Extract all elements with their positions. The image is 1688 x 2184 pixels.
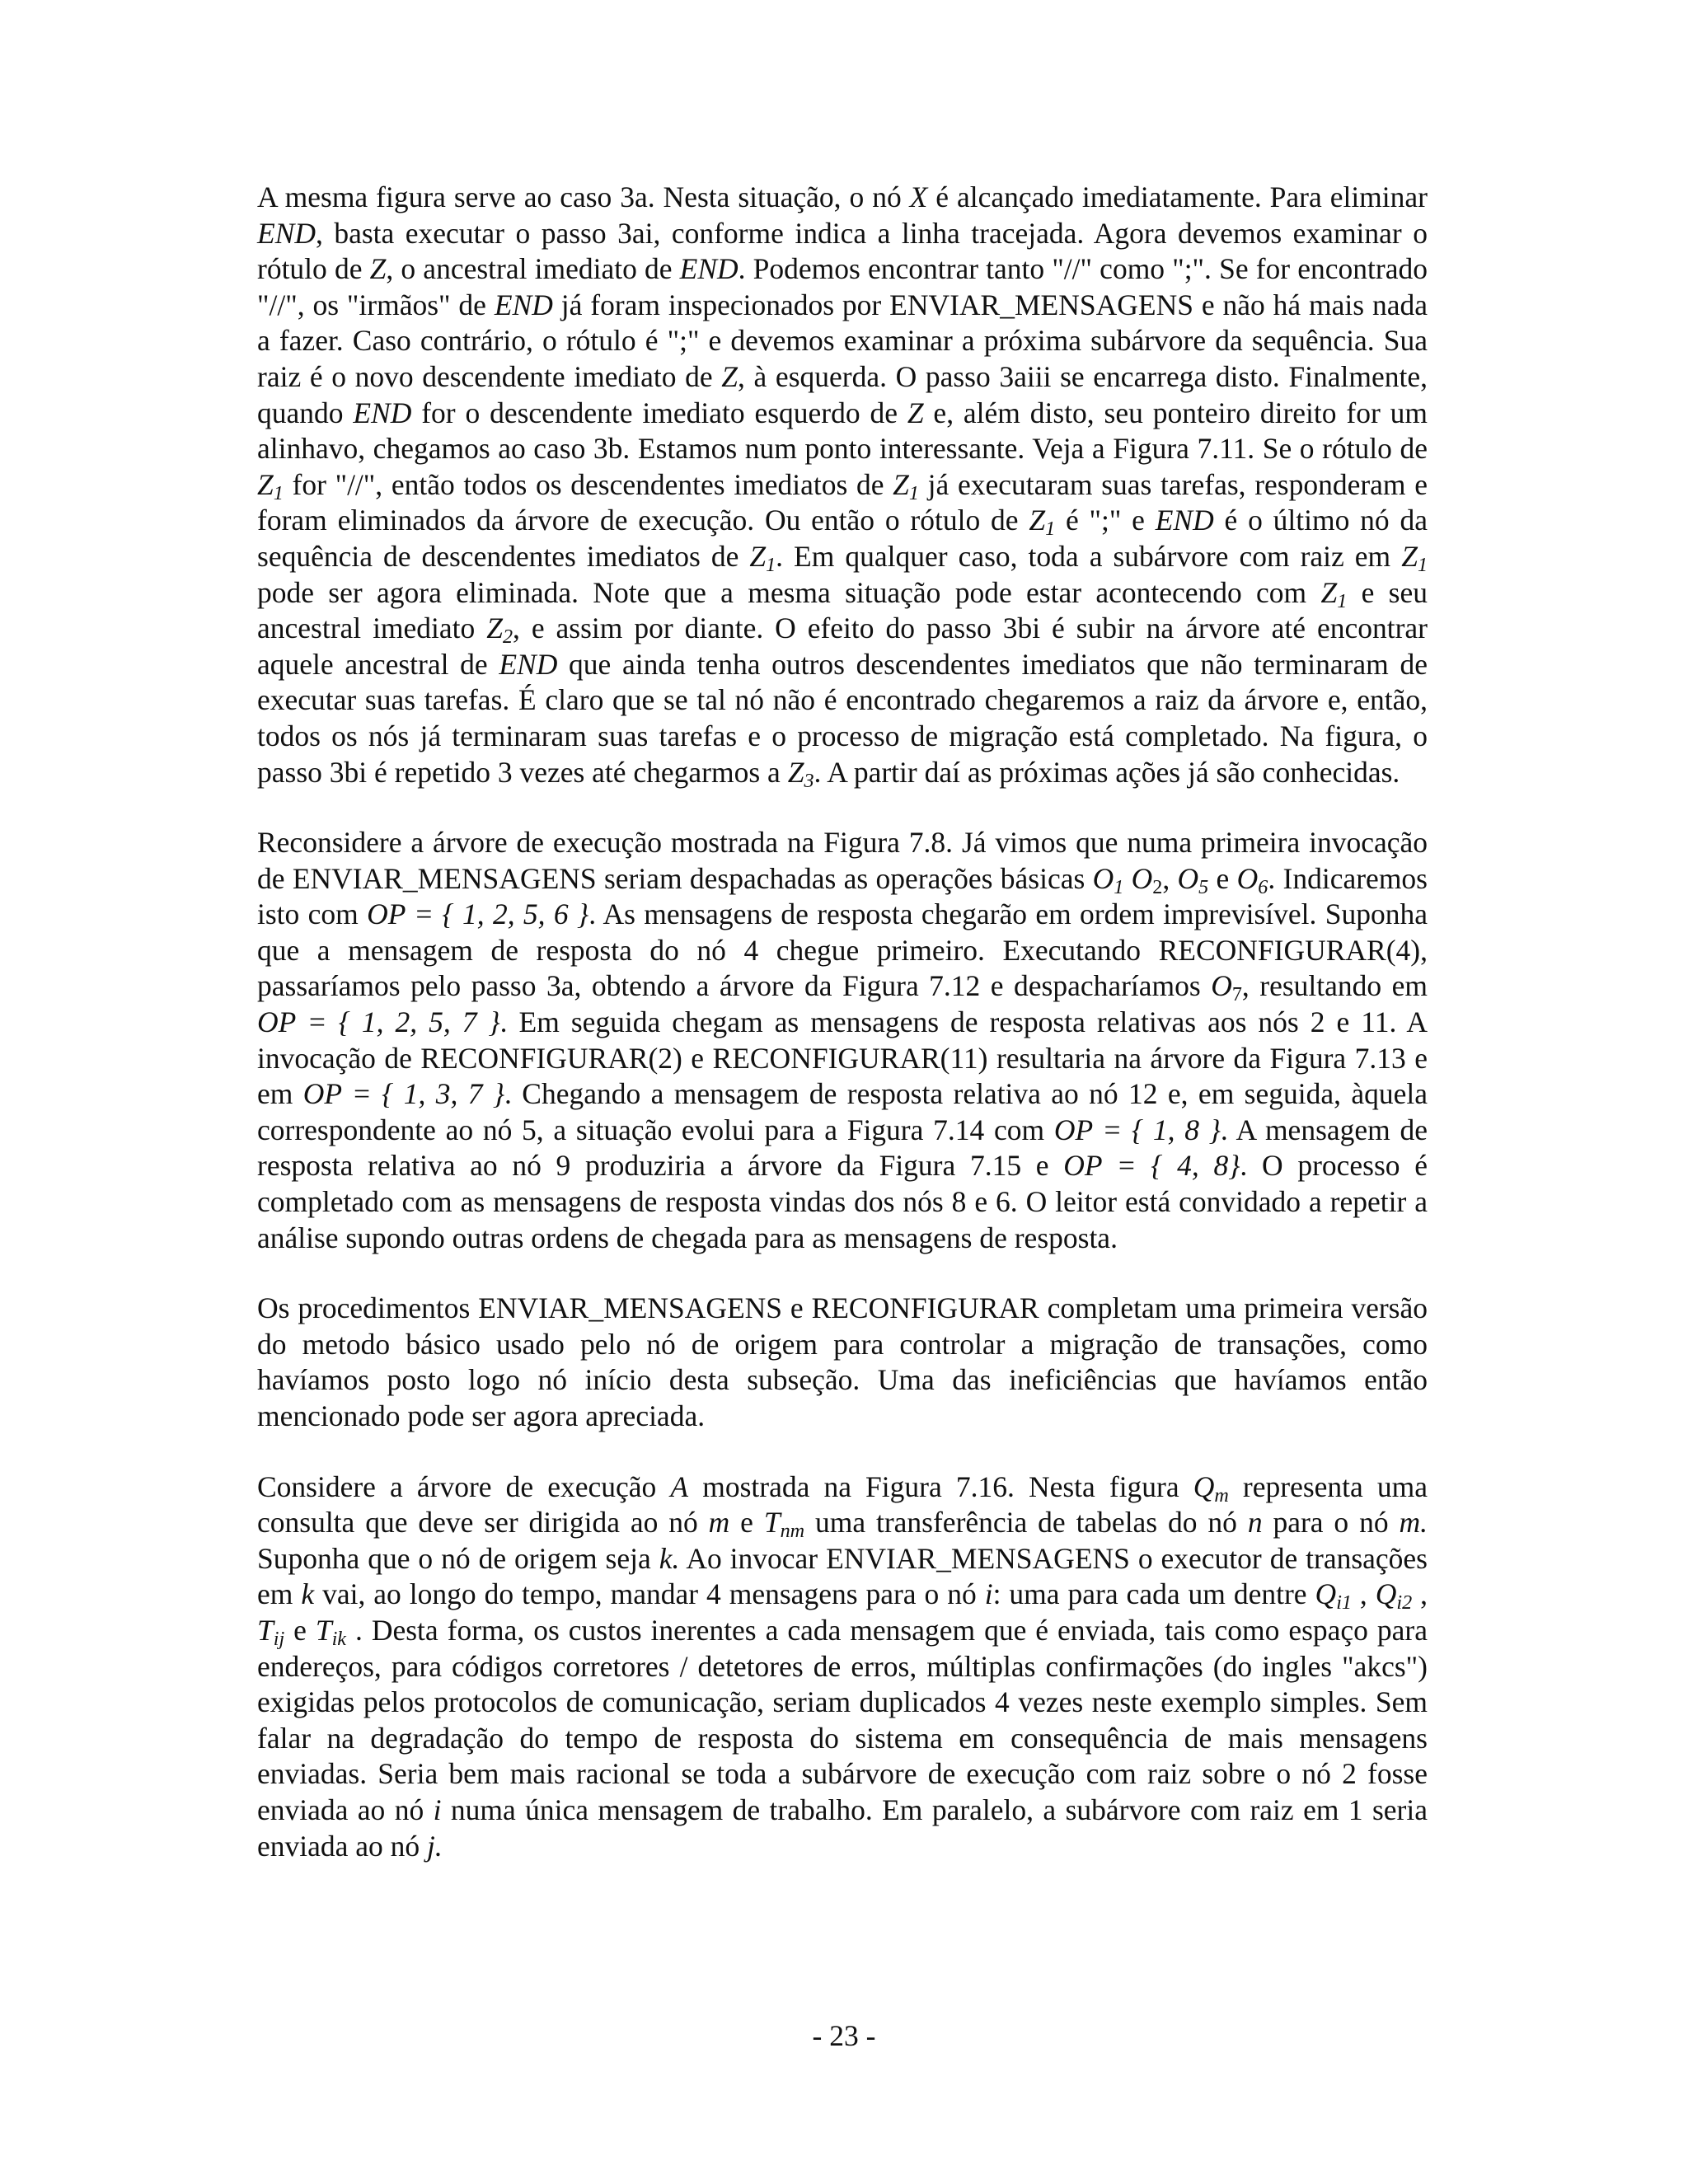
text-run: e, além disto, seu ponteiro direito for um alinhavo, chegamos ao caso 3b. Estamos num ponto interessante. Veja a Figura 7.11. Se o rótulo de	[257, 396, 1428, 466]
subscript: m	[1214, 1483, 1229, 1507]
subscript: ij	[273, 1628, 285, 1650]
text-run: representa uma consulta que deve ser dirigida ao nó	[257, 1469, 1428, 1540]
italic-text: T	[257, 1613, 274, 1647]
text-run: A mesma figura serve ao caso 3a. Nesta situação, o nó	[257, 180, 910, 213]
text-run: . Podemos encontrar tanto "//" como ";". Se for encontrado "//", os "irmãos" de	[257, 252, 1428, 321]
italic-text: Q	[1375, 1577, 1397, 1611]
text-run: já foram inspecionados por ENVIAR_MENSAGENS e não há mais nada a fazer. Caso contrário, o rótulo é ";" e devemos examinar a próxima subárvore da sequência. Sua raiz é o novo descendente imediato de	[257, 288, 1428, 393]
italic-text: Z	[257, 467, 274, 501]
text-run: : uma para cada um dentre	[992, 1577, 1315, 1611]
italic-text: O	[1131, 861, 1153, 895]
italic-text: Z	[721, 359, 738, 393]
italic-text: m.	[1399, 1506, 1428, 1540]
italic-text: Z	[486, 612, 503, 645]
text-run: for "//", então todos os descendentes imediatos de	[283, 467, 893, 501]
subscript: 2	[1152, 875, 1163, 898]
text-run: , resultando em	[1241, 969, 1428, 1003]
text-run: , o ancestral imediato de	[386, 252, 680, 286]
text-run: . Em seguida chegam as mensagens de resposta relativas aos nós 2 e 11. A invocação de RECONFIGURAR(2) e RECONFIGURAR(11) resultaria na árvore da Figura 7.13 e em	[257, 1005, 1428, 1111]
italic-text: i	[984, 1577, 993, 1611]
text-run: . Indicaremos isto com	[257, 861, 1428, 931]
italic-text: Z	[749, 539, 767, 573]
text-run: para o nó	[1262, 1506, 1400, 1540]
text-run: , e assim por diante. O efeito do passo 3bi é subir na árvore até encontrar aquele ancestral de	[257, 612, 1428, 681]
subscript: 7	[1231, 983, 1242, 1006]
text-run: Reconsidere a árvore de execução mostrada na Figura 7.8. Já vimos que numa primeira invocação de ENVIAR_MENSAGENS seriam despachadas as operações básicas	[257, 826, 1428, 895]
italic-text: END	[257, 216, 316, 250]
italic-text: k.	[659, 1541, 680, 1575]
italic-text: Z	[907, 396, 924, 429]
subscript: 1	[766, 553, 776, 576]
text-run: e	[1208, 861, 1237, 895]
text-run: e	[729, 1506, 764, 1540]
subscript: 1	[908, 481, 919, 504]
italic-text: OP = { 1, 2, 5, 6 }	[367, 898, 589, 931]
italic-text: O	[1211, 969, 1232, 1003]
paragraph	[257, 180, 1428, 790]
italic-text: i	[433, 1793, 442, 1826]
text-run: ,	[1162, 861, 1178, 895]
subscript: 3	[804, 769, 814, 792]
text-run: já executaram suas tarefas, responderam e foram eliminados da árvore de execução. Ou então o rótulo de	[257, 467, 1428, 537]
text-run: Suponha que o nó de origem seja	[257, 1541, 659, 1575]
italic-text: T	[315, 1613, 332, 1647]
text-run: é o último nó da sequência de descendentes imediatos de	[257, 504, 1428, 573]
italic-text: Z	[787, 755, 804, 789]
italic-text: Q	[1193, 1469, 1215, 1503]
subscript: 6	[1258, 875, 1268, 898]
italic-text: END	[499, 647, 558, 681]
text-run: é ";" e	[1055, 504, 1156, 537]
italic-text: T	[763, 1506, 781, 1540]
text-run: for o descendente imediato esquerdo de	[411, 396, 907, 429]
italic-text: k	[301, 1577, 315, 1611]
italic-text: j.	[427, 1829, 443, 1863]
italic-text: Q	[1315, 1577, 1337, 1611]
subscript: 1	[1337, 589, 1348, 612]
text-run: numa única mensagem de trabalho. Em paralelo, a subárvore com raiz em 1 seria enviada ao nó	[257, 1793, 1428, 1863]
paragraph	[257, 825, 1428, 1256]
text-run: . Em qualquer caso, toda a subárvore com raiz em	[776, 539, 1402, 573]
text-run: vai, ao longo do tempo, mandar 4 mensagens para o nó	[314, 1577, 985, 1611]
italic-text: OP = { 4, 8}	[1063, 1149, 1240, 1183]
subscript: 2	[502, 626, 513, 649]
italic-text: END	[353, 396, 412, 429]
text-run	[1123, 862, 1131, 895]
italic-text: OP = { 1, 3, 7 }	[302, 1077, 505, 1111]
text-run: uma transferência de tabelas do nó	[804, 1506, 1248, 1540]
text-run: e seu ancestral imediato	[257, 575, 1428, 645]
text-run: . Chegando a mensagem de resposta relativa ao nó 12 e, em seguida, àquela correspondente ao nó 5, a situação evolui para a Figura 7.14 com	[257, 1077, 1428, 1146]
italic-text: OP = { 1, 8 }	[1053, 1113, 1221, 1146]
italic-text: O	[1177, 861, 1199, 895]
italic-text: O	[1236, 861, 1259, 895]
subscript: nm	[780, 1520, 805, 1543]
text-run: e	[284, 1613, 316, 1647]
text-run: mostrada na Figura 7.16. Nesta figura	[688, 1469, 1193, 1503]
subscript: 1	[1417, 553, 1428, 576]
text-run: , basta executar o passo 3ai, conforme indica a linha tracejada. Agora devemos examinar o rótulo de	[257, 216, 1428, 286]
text-run: . A partir daí as próximas ações já são conhecidas.	[814, 755, 1400, 789]
italic-text: Z	[1401, 539, 1418, 573]
body-text	[257, 180, 1428, 1899]
subscript: 1	[1045, 518, 1056, 541]
italic-text: n	[1247, 1506, 1263, 1540]
text-run: , à esquerda. O passo 3aiii se encarrega disto. Finalmente, quando	[257, 359, 1428, 429]
italic-text: Z	[1320, 575, 1338, 609]
subscript: 5	[1198, 875, 1209, 898]
subscript: 1	[273, 481, 284, 504]
text-run: . As mensagens de resposta chegarão em ordem imprevisível. Suponha que a mensagem de resposta do nó 4 chegue primeiro. Executando RECONFIGURAR(4), passaríamos pelo passo 3a, obtendo a árvore da Figura 7.12 e despacharíamos	[257, 898, 1428, 1003]
italic-text: END	[679, 252, 738, 286]
italic-text: X	[909, 180, 928, 213]
text-run: ,	[1351, 1577, 1376, 1611]
italic-text: A	[670, 1469, 689, 1503]
italic-text: OP = { 1, 2, 5, 7 }	[257, 1005, 500, 1039]
paragraph	[257, 1291, 1428, 1434]
italic-text: O	[1092, 861, 1114, 895]
text-run: ,	[1412, 1577, 1428, 1611]
text-run: pode ser agora eliminada. Note que a mesma situação pode estar acontecendo com	[257, 575, 1321, 609]
italic-text: Z	[369, 252, 387, 286]
italic-text: m	[708, 1506, 730, 1540]
subscript: 1	[1114, 875, 1124, 898]
text-run: . Desta forma, os custos inerentes a cada mensagem que é enviada, tais como espaço para endereços, para códigos corretores / detetores de erros, múltiplas confirmações (do ingles "akcs") exigidas pelos protocolos de comunicação, seriam duplicados 4 vezes neste exemplo simples. Sem falar na degradação do tempo de resposta do sistema em consequência de mais mensagens enviadas. Seria bem mais racional se toda a subárvore de execução com raiz sobre o nó 2 fosse enviada ao nó	[257, 1613, 1428, 1826]
text-run: Ao invocar ENVIAR_MENSAGENS o executor de transações em	[257, 1541, 1428, 1611]
paragraph	[257, 1469, 1428, 1865]
subscript: i1	[1336, 1591, 1352, 1615]
text-run: . O processo é completado com as mensagens de resposta vindas dos nós 8 e 6. O leitor está convidado a repetir a análise supondo outras ordens de chegada para as mensagens de resposta.	[257, 1149, 1428, 1254]
subscript: i2	[1396, 1591, 1413, 1615]
subscript: ik	[331, 1628, 347, 1650]
italic-text: Z	[1029, 504, 1046, 537]
text-run: . A mensagem de resposta relativa ao nó 9 produziria a árvore da Figura 7.15 e	[257, 1113, 1428, 1183]
italic-text: END	[494, 288, 553, 321]
text-run: Os procedimentos ENVIAR_MENSAGENS e RECONFIGURAR completam uma primeira versão do metodo básico usado pelo nó de origem para controlar a migração de transações, como havíamos posto logo nó início desta subseção. Uma das ineficiências que havíamos então mencionado pode ser agora apreciada.	[257, 1291, 1428, 1432]
italic-text: Z	[893, 467, 909, 501]
italic-text: END	[1155, 504, 1214, 537]
text-run: Considere a árvore de execução	[257, 1469, 671, 1503]
text-run: é alcançado imediatamente. Para eliminar	[927, 180, 1428, 213]
text-run: que ainda tenha outros descendentes imediatos que não terminaram de executar suas tarefas. É claro que se tal nó não é encontrado chegaremos a raiz da árvore e, então, todos os nós já terminaram suas tarefas e o processo de migração está completado. Na figura, o passo 3bi é repetido 3 vezes até chegarmos a	[257, 647, 1428, 789]
page-number: - 23 -	[812, 2019, 876, 2052]
